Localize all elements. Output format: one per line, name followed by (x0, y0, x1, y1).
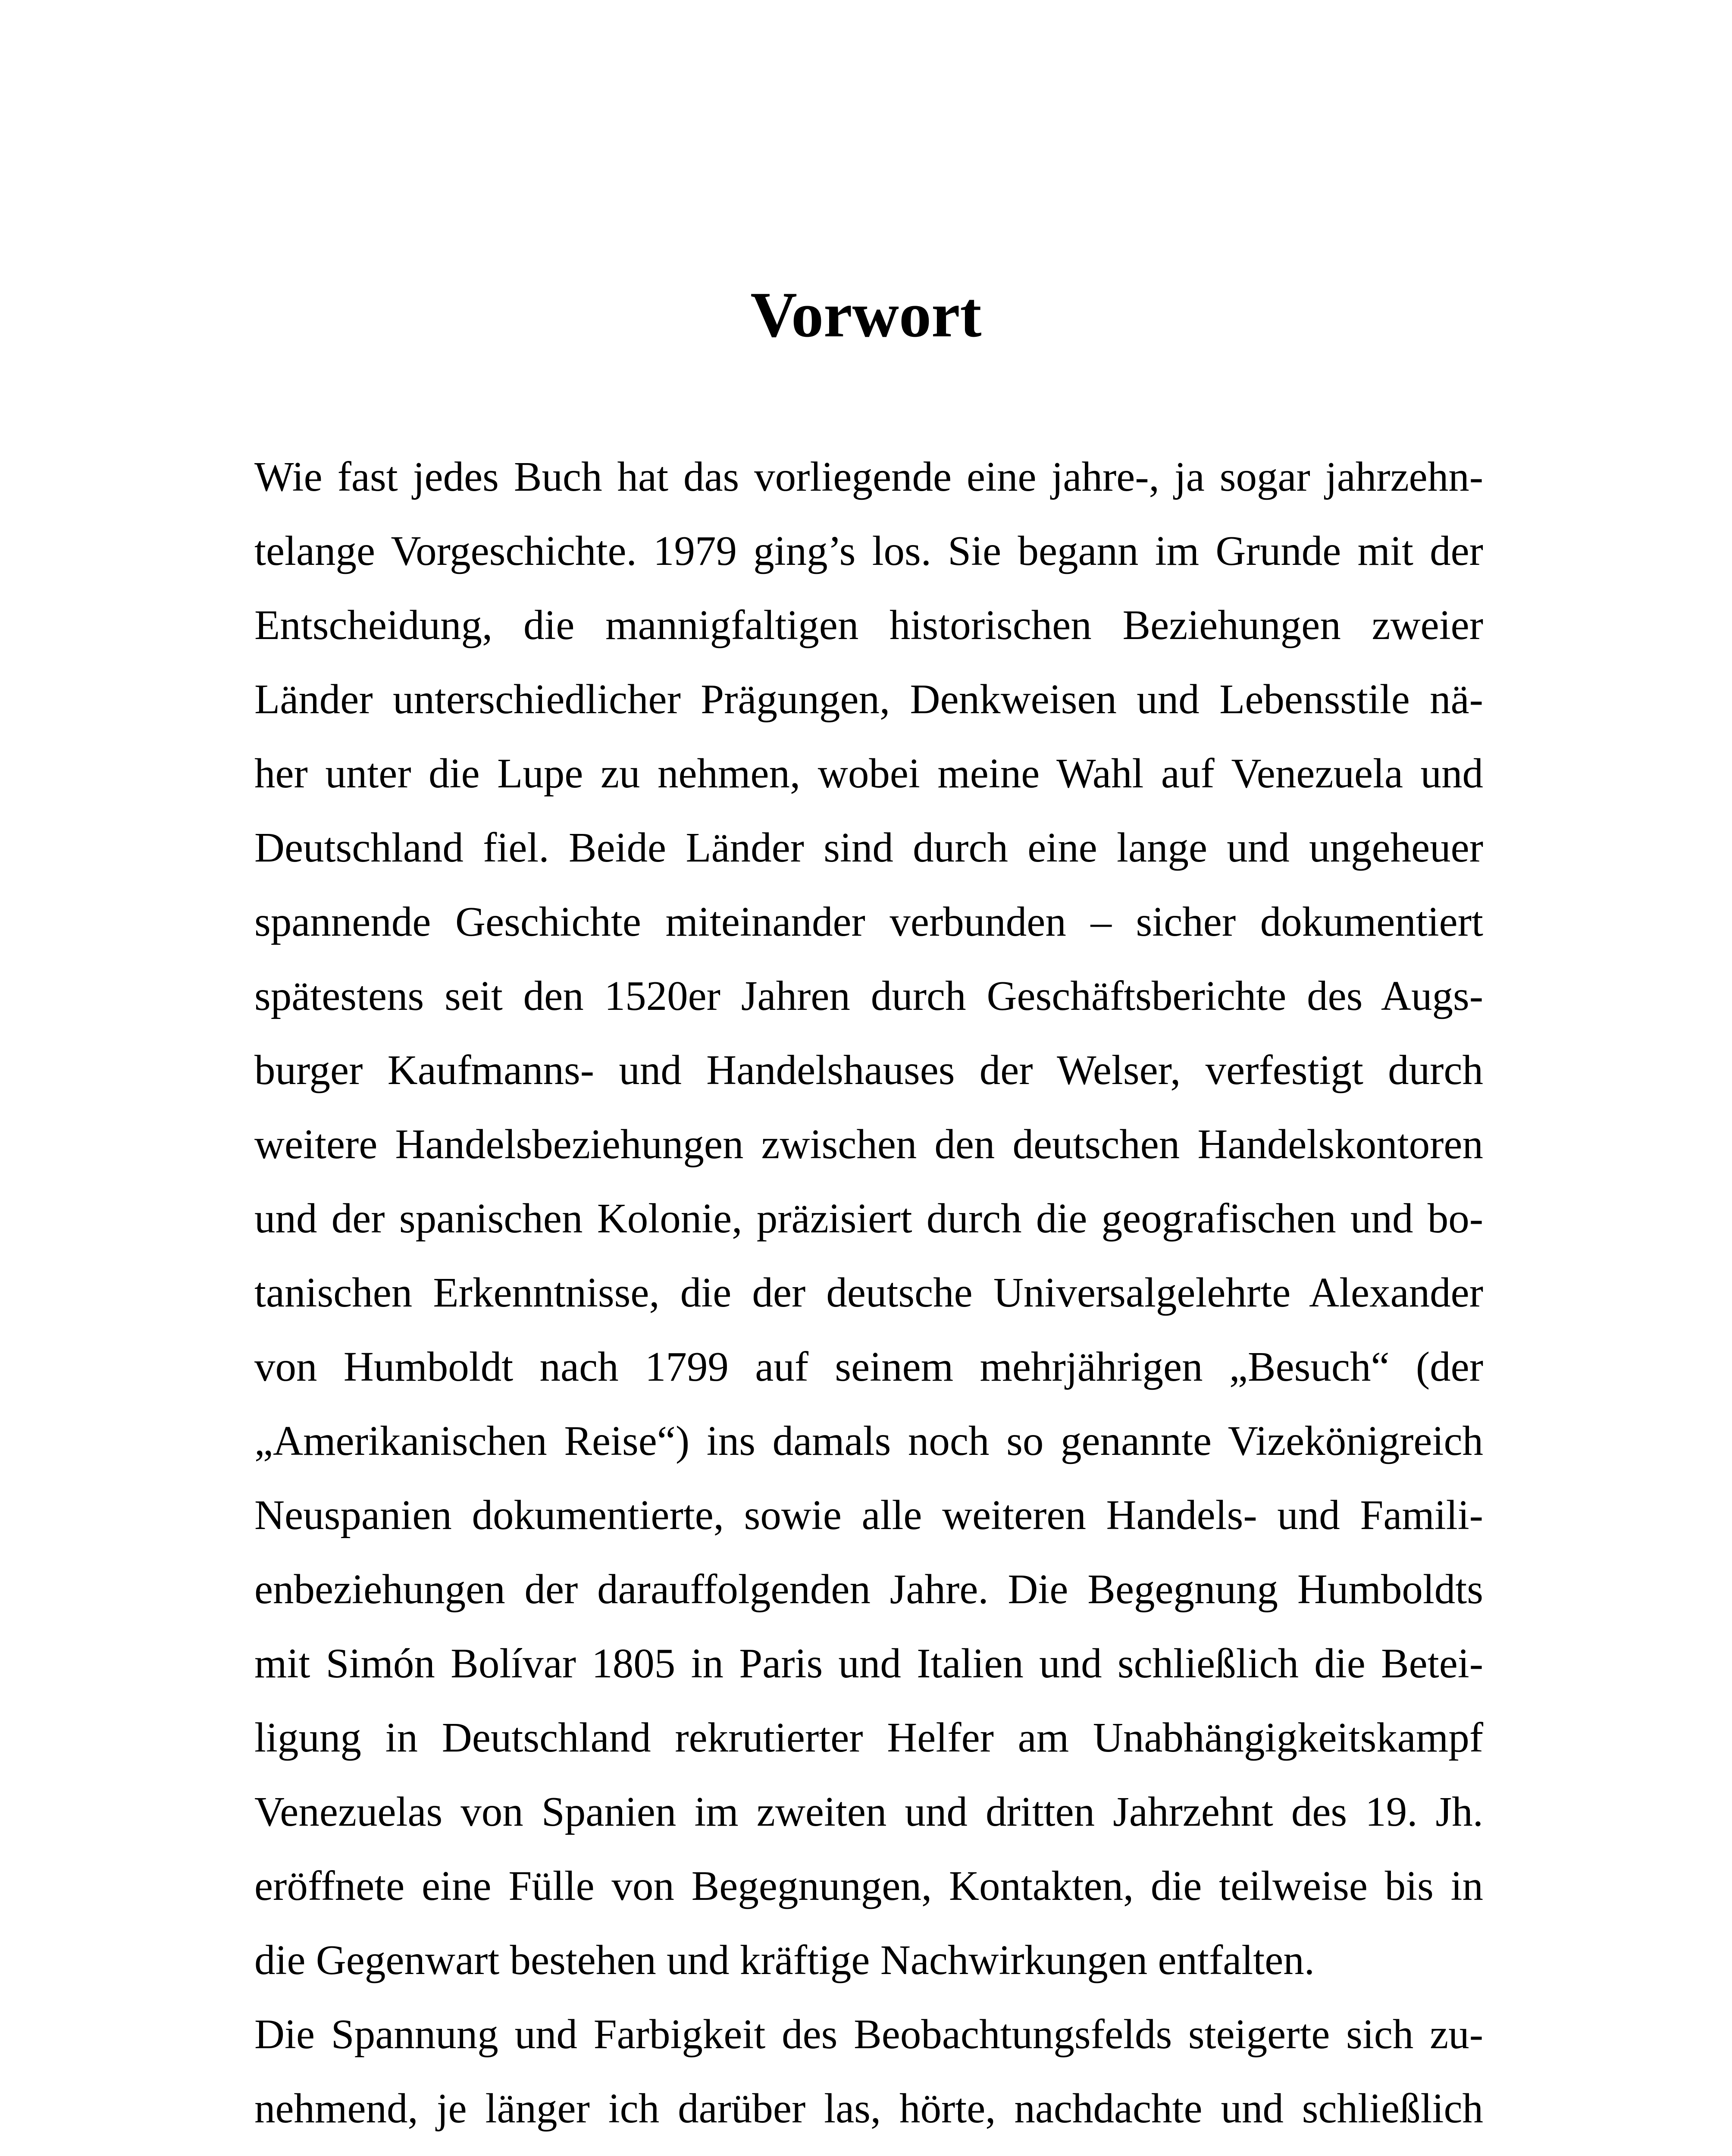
text-line: die Gegenwart bestehen und kräftige Nachwirkungen entfalten. (254, 1937, 1315, 1983)
text-line: Deutschland fiel. Beide Länder sind durch eine lange und ungeheuer (254, 824, 1483, 871)
text-line (254, 2146, 1483, 2156)
text-line: „Amerikanischen Reise“) ins damals noch so genannte Vizekönigreich (254, 1418, 1483, 1464)
text-line: weitere Handelsbeziehungen zwischen den deutschen Handelskontoren (254, 1121, 1483, 1167)
text-line: nehmend, je länger ich darüber las, hörte, nachdachte und schließlich (254, 2085, 1483, 2131)
text-line: her unter die Lupe zu nehmen, wobei meine Wahl auf Venezuela und (254, 750, 1483, 796)
text-line: Länder unterschiedlicher Prägungen, Denkweisen und Lebensstile nä- (254, 676, 1483, 722)
text-line: und der spanischen Kolonie, präzisiert durch die geografischen und bo- (254, 1195, 1483, 1241)
page-title: Vorwort (750, 279, 982, 351)
text-line: Venezuelas von Spanien im zweiten und dritten Jahrzehnt des 19. Jh. (254, 1789, 1483, 1835)
text-line: enbeziehungen der darauffolgenden Jahre. Die Begegnung Humboldts (254, 1566, 1483, 1612)
text-line: ligung in Deutschland rekrutierter Helfer am Unabhängigkeitskampf (254, 1714, 1483, 1761)
text-line: telange Vorgeschichte. 1979 ging’s los. Sie begann im Grunde mit der (254, 528, 1483, 574)
text-line: burger Kaufmanns- und Handelshauses der Welser, verfestigt durch (254, 1047, 1483, 1093)
text-line: spannende Geschichte miteinander verbunden – sicher dokumentiert (254, 899, 1483, 945)
text-line: Neuspanien dokumentierte, sowie alle weiteren Handels- und Famili- (254, 1492, 1483, 1538)
text-line: tanischen Erkenntnisse, die der deutsche Universalgelehrte Alexander (254, 1269, 1483, 1316)
text-line: Entscheidung, die mannigfaltigen historischen Beziehungen zweier (254, 602, 1483, 648)
text-line: spätestens seit den 1520er Jahren durch Geschäftsberichte des Augs- (254, 973, 1483, 1019)
text-line: von Humboldt nach 1799 auf seinem mehrjährigen „Besuch“ (der (254, 1344, 1483, 1390)
text-line: Die Spannung und Farbigkeit des Beobachtungsfelds steigerte sich zu- (254, 2011, 1483, 2057)
text-line: mit Simón Bolívar 1805 in Paris und Italien und schließlich die Betei- (254, 1640, 1483, 1686)
text-line: eröffnete eine Fülle von Begegnungen, Kontakten, die teilweise bis in (254, 1863, 1483, 1909)
text-line: Wie fast jedes Buch hat das vorliegende eine jahre-, ja sogar jahrzehn- (254, 454, 1483, 500)
foreword-text (254, 440, 1483, 2156)
